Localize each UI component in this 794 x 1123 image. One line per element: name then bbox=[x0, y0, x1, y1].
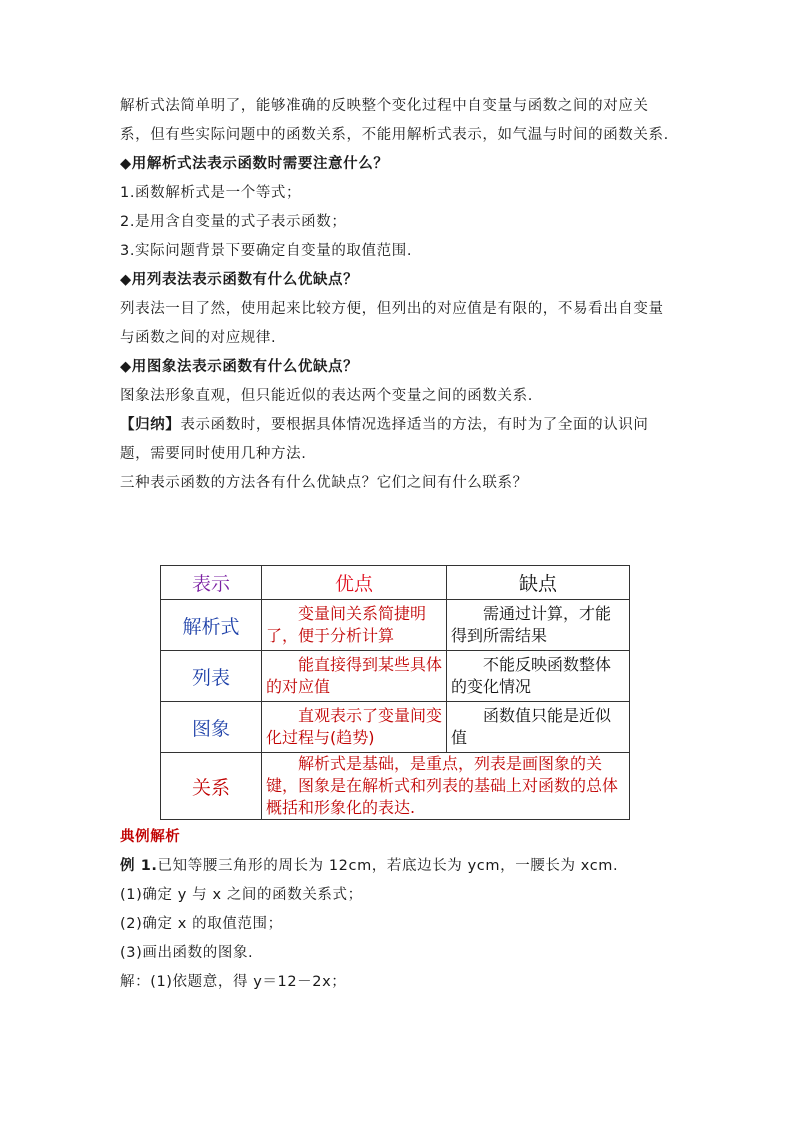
question-analytic: ◆用解析式法表示函数时需要注意什么？ bbox=[120, 156, 389, 172]
example-text: 已知等腰三角形的周长为 12cm，若底边长为 ycm，一腰长为 xcm. bbox=[157, 858, 619, 874]
comparison-table bbox=[160, 565, 630, 820]
answer-table: 列表法一目了然，使用起来比较方便，但列出的对应值是有限的，不易看出自变量与函数之间的对应规律. bbox=[120, 301, 664, 346]
question-graph: ◆用图象法表示函数有什么优缺点？ bbox=[120, 359, 359, 375]
summary-tag: 【归纳】 bbox=[120, 417, 181, 433]
summary-paragraph bbox=[120, 411, 676, 469]
row-cons: 需通过计算，才能得到所需结果 bbox=[447, 600, 630, 651]
row-method: 图象 bbox=[161, 702, 262, 753]
summary-text: 表示函数时，要根据具体情况选择适当的方法，有时为了全面的认识问题，需要同时使用几种方法. bbox=[120, 417, 649, 462]
table-row bbox=[161, 753, 630, 820]
relation-text: 解析式是基础，是重点，列表是画图象的关键，图象是在解析式和列表的基础上对函数的总体概括和形象化的表达. bbox=[262, 753, 630, 820]
solution-line: 解：(1)依题意，得 y＝12－2x； bbox=[120, 974, 347, 990]
header-cons: 缺点 bbox=[447, 566, 630, 600]
row-pros: 变量间关系简捷明了，便于分析计算 bbox=[262, 600, 447, 651]
table-row bbox=[161, 702, 630, 753]
answer-graph: 图象法形象直观，但只能近似的表达两个变量之间的函数关系. bbox=[120, 388, 533, 404]
list-item: 3.实际问题背景下要确定自变量的取值范围. bbox=[120, 243, 413, 259]
row-cons: 不能反映函数整体的变化情况 bbox=[447, 651, 630, 702]
example-statement bbox=[120, 852, 676, 881]
row-method: 解析式 bbox=[161, 600, 262, 651]
row-relation: 关系 bbox=[161, 753, 262, 820]
question-table: ◆用列表法表示函数有什么优缺点？ bbox=[120, 272, 359, 288]
table-row bbox=[161, 600, 630, 651]
list-item: (2)确定 x 的取值范围； bbox=[120, 916, 283, 932]
header-method: 表示 bbox=[161, 566, 262, 600]
list-item: (1)确定 y 与 x 之间的函数关系式； bbox=[120, 887, 363, 903]
row-pros: 能直接得到某些具体的对应值 bbox=[262, 651, 447, 702]
table-row bbox=[161, 651, 630, 702]
list-item: 2.是用含自变量的式子表示函数； bbox=[120, 214, 347, 230]
intro-paragraph: 解析式法简单明了，能够准确的反映整个变化过程中自变量与函数之间的对应关系，但有些实际问题中的函数关系，不能用解析式表示，如气温与时间的函数关系. bbox=[120, 98, 669, 143]
list-item: (3)画出函数的图象. bbox=[120, 945, 254, 961]
comparison-question: 三种表示函数的方法各有什么优缺点？它们之间有什么联系？ bbox=[120, 475, 528, 491]
example-heading: 典例解析 bbox=[120, 829, 181, 845]
example-label: 例 1. bbox=[120, 858, 158, 874]
document-body bbox=[120, 92, 676, 498]
header-pros: 优点 bbox=[262, 566, 447, 600]
table-header-row bbox=[161, 566, 630, 600]
row-pros: 直观表示了变量间变化过程与(趋势) bbox=[262, 702, 447, 753]
row-cons: 函数值只能是近似值 bbox=[447, 702, 630, 753]
row-method: 列表 bbox=[161, 651, 262, 702]
list-item: 1.函数解析式是一个等式； bbox=[120, 185, 302, 201]
example-section bbox=[120, 823, 676, 997]
